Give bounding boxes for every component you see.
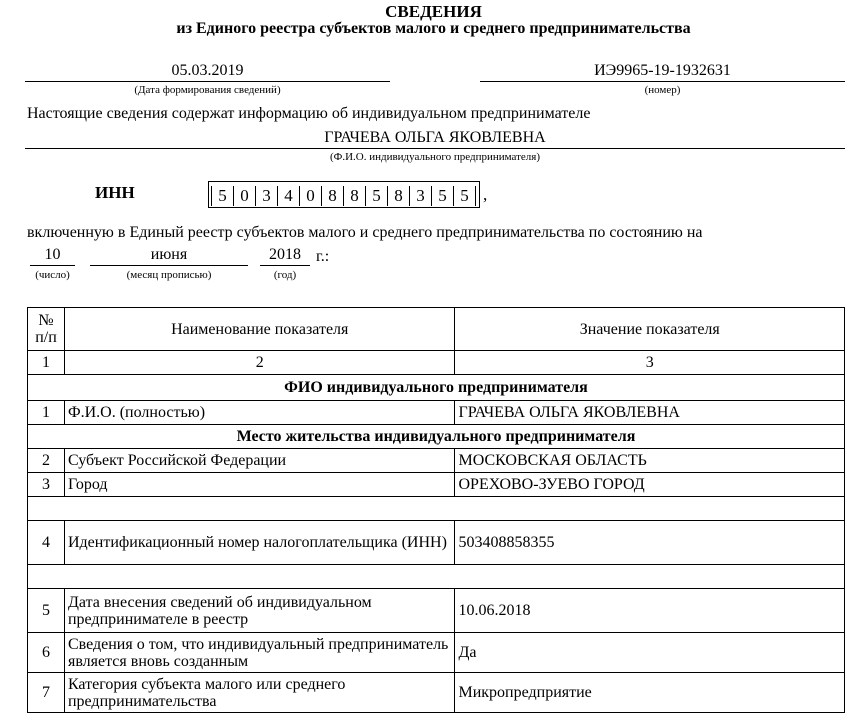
row-value: ГРАЧЕВА ОЛЬГА ЯКОВЛЕВНА — [455, 401, 845, 425]
row-name: Идентификационный номер налогоплательщика (ИНН) — [64, 521, 455, 565]
day-underline — [30, 265, 75, 266]
row-name: Субъект Российской Федерации — [64, 449, 455, 473]
inn-digit: 0 — [234, 186, 256, 206]
row-value: Микропредприятие — [455, 673, 845, 713]
inn-digit: 5 — [432, 186, 454, 206]
row-value: Да — [455, 633, 845, 673]
formation-date: 05.03.2019 — [171, 62, 244, 79]
date-underline — [25, 81, 390, 82]
name-underline — [25, 148, 845, 149]
included-month-caption: (месяц прописью) — [126, 269, 212, 281]
column-number-row — [28, 351, 845, 375]
document-subtitle: из Единого реестра субъектов малого и среднего предпринимательства — [176, 20, 691, 37]
column-number: 3 — [455, 351, 845, 375]
row-num: 5 — [28, 589, 65, 633]
year-suffix: г.: — [316, 248, 330, 265]
header-value: Значение показателя — [455, 308, 845, 351]
row-name: Ф.И.О. (полностью) — [64, 401, 455, 425]
entrepreneur-name-caption: (Ф.И.О. индивидуального предпринимателя) — [329, 151, 541, 163]
inn-digit: 8 — [322, 186, 344, 206]
spacer-row — [28, 497, 845, 521]
header-name: Наименование показателя — [64, 308, 455, 351]
table-row — [28, 473, 845, 497]
inn-digit: 8 — [344, 186, 366, 206]
entrepreneur-name: ГРАЧЕВА ОЛЬГА ЯКОВЛЕВНА — [324, 129, 546, 146]
inn-digit: 8 — [388, 186, 410, 206]
inn-digit: 3 — [256, 186, 278, 206]
section-row-residence — [28, 425, 845, 449]
row-value: МОСКОВСКАЯ ОБЛАСТЬ — [455, 449, 845, 473]
row-num: 1 — [28, 401, 65, 425]
header-num: № п/п — [28, 308, 65, 351]
row-name: Дата внесения сведений об индивидуальном предпринимателе в реестр — [64, 589, 455, 633]
row-num: 2 — [28, 449, 65, 473]
row-num: 4 — [28, 521, 65, 565]
table-row — [28, 673, 845, 713]
column-number: 2 — [64, 351, 455, 375]
row-value: ОРЕХОВО-ЗУЕВО ГОРОД — [455, 473, 845, 497]
row-num: 6 — [28, 633, 65, 673]
included-day: 10 — [44, 246, 61, 263]
included-month: июня — [150, 246, 188, 263]
inn-digit: 5 — [454, 186, 476, 206]
table-row — [28, 589, 845, 633]
table-header-row — [28, 308, 845, 351]
row-num: 3 — [28, 473, 65, 497]
intro-text: Настоящие сведения содержат информацию об индивидуальном предпринимателе — [27, 105, 591, 122]
row-name: Сведения о том, что индивидуальный предприниматель является вновь созданным — [64, 633, 455, 673]
included-text: включенную в Единый реестр субъектов малого и среднего предпринимательства по состоянию на — [27, 224, 703, 241]
table-row — [28, 633, 845, 673]
row-name: Город — [64, 473, 455, 497]
spacer-row — [28, 565, 845, 589]
column-number: 1 — [28, 351, 65, 375]
row-value: 503408858355 — [455, 521, 845, 565]
included-day-caption: (число) — [35, 269, 70, 281]
row-num: 7 — [28, 673, 65, 713]
section-row-fio — [28, 375, 845, 401]
inn-digit: 5 — [366, 186, 388, 206]
formation-date-caption: (Дата формирования сведений) — [134, 84, 281, 96]
table-row — [28, 521, 845, 565]
inn-digit: 5 — [211, 186, 234, 206]
inn-label: ИНН — [95, 183, 135, 202]
included-year: 2018 — [269, 246, 301, 263]
table-row — [28, 449, 845, 473]
table-row — [28, 401, 845, 425]
inn-digit-boxes — [208, 181, 480, 208]
document-number-caption: (номер) — [644, 84, 681, 96]
inn-digit: 0 — [300, 186, 322, 206]
row-value: 10.06.2018 — [455, 589, 845, 633]
month-underline — [90, 265, 248, 266]
inn-digit: 3 — [410, 186, 432, 206]
included-year-caption: (год) — [273, 269, 297, 281]
year-underline — [260, 265, 310, 266]
inn-trailing-comma: , — [483, 185, 488, 204]
section-title-fio: ФИО индивидуального предпринимателя — [28, 375, 845, 401]
empty-cell — [28, 565, 845, 589]
number-underline — [480, 81, 845, 82]
inn-digit: 4 — [278, 186, 300, 206]
document-number: ИЭ9965-19-1932631 — [594, 62, 731, 79]
document-title: СВЕДЕНИЯ — [385, 2, 482, 21]
section-title-residence: Место жительства индивидуального предпринимателя — [28, 425, 845, 449]
row-name: Категория субъекта малого или среднего предпринимательства — [64, 673, 455, 713]
registry-table — [27, 307, 845, 713]
empty-cell — [28, 497, 845, 521]
